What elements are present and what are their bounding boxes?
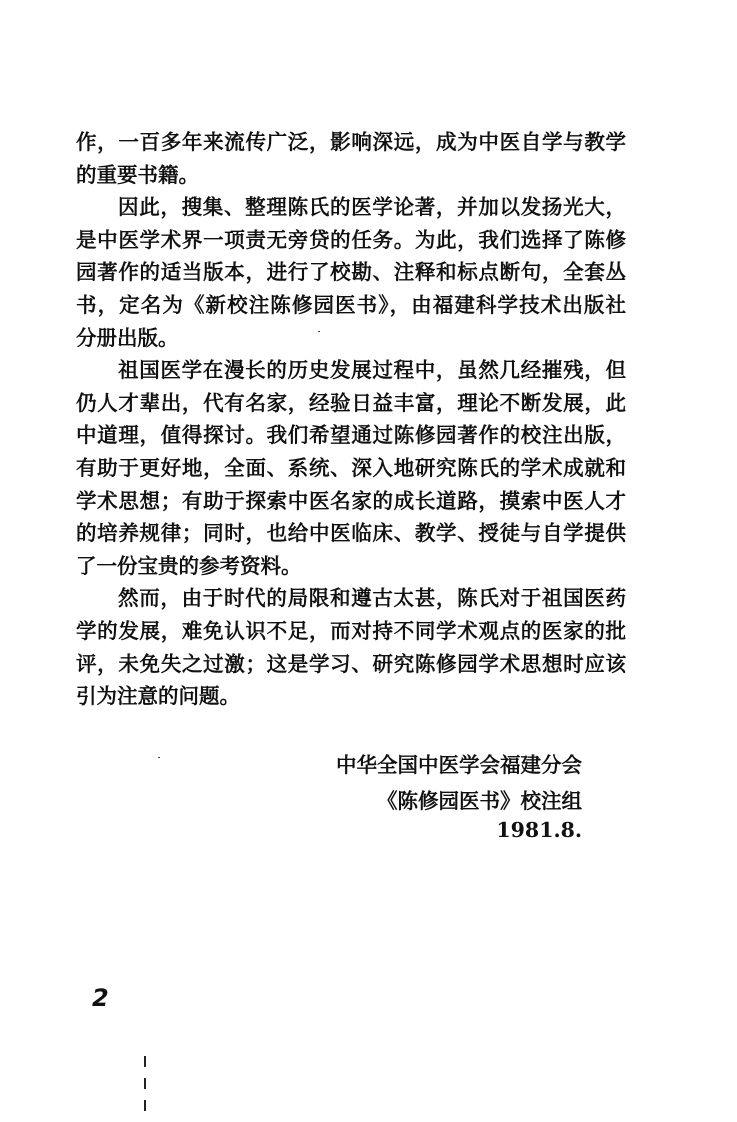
- text-line: 仍人才辈出，代有名家，经验日益丰富，理论不断发展，此: [76, 390, 626, 415]
- text-line: 作，一百多年来流传广泛，影响深远，成为中医自学与教学: [76, 130, 626, 154]
- page-number: 2: [92, 984, 109, 1012]
- signature-group: 《陈修园医书》校注组: [377, 789, 582, 813]
- text-line: 学术思想；有助于探索中医名家的成长道路，摸索中医人才: [76, 488, 626, 513]
- scan-speck: [158, 757, 160, 758]
- text-line: 是中医学术界一项责无旁贷的任务。为此，我们选择了陈修: [76, 227, 626, 252]
- text-line: 书，定名为《新校注陈修园医书》，由福建科学技术出版社: [76, 292, 626, 317]
- text-line: 园著作的适当版本，进行了校勘、注释和标点断句，全套丛: [76, 260, 626, 285]
- text-line: 引为注意的问题。: [76, 684, 240, 709]
- scan-mark: [144, 1078, 146, 1089]
- text-line: 中道理，值得探讨。我们希望通过陈修园著作的校注出版，: [76, 423, 626, 448]
- signature-organization: 中华全国中医学会福建分会: [336, 753, 582, 777]
- text-line: 分册出版。: [76, 325, 179, 350]
- text-line: 评，未免失之过激；这是学习、研究陈修园学术思想时应该: [76, 651, 626, 676]
- text-line: 学的发展，难免认识不足，而对持不同学术观点的医家的批: [76, 618, 626, 643]
- text-line: 有助于更好地，全面、系统、深入地研究陈氏的学术成就和: [76, 455, 626, 480]
- text-line: 的重要书籍。: [76, 162, 199, 187]
- body-text: [76, 126, 626, 713]
- text-line: 因此，搜集、整理陈氏的医学论著，并加以发扬光大，: [118, 195, 626, 220]
- text-line: 的培养规律；同时，也给中医临床、教学、授徒与自学提供: [76, 521, 626, 546]
- scan-speck: [318, 331, 320, 332]
- text-line: 了一份宝贵的参考资料。: [76, 553, 302, 578]
- text-line: 然而，由于时代的局限和遵古太甚，陈氏对于祖国医药: [118, 586, 626, 611]
- signature-date: 1981.8.: [496, 818, 582, 842]
- scan-mark: [144, 1100, 146, 1111]
- text-line: 祖国医学在漫长的历史发展过程中，虽然几经摧残，但: [118, 358, 626, 383]
- scan-mark: [144, 1056, 146, 1067]
